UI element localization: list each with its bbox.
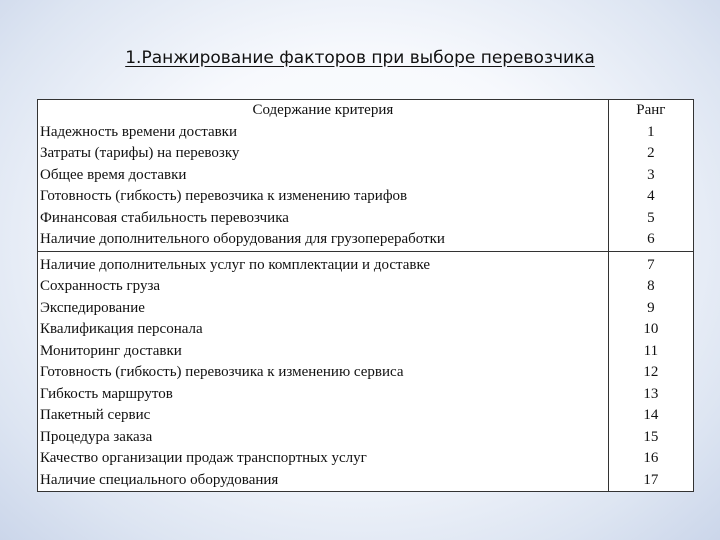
table-row (38, 229, 694, 251)
rank-cell: 7 (608, 251, 693, 276)
criterion-cell: Наличие дополнительных услуг по комплектации и доставке (38, 251, 609, 276)
rank-header: Ранг (608, 100, 693, 122)
table-row (38, 384, 694, 406)
table-row (38, 186, 694, 208)
criterion-cell: Наличие дополнительного оборудования для грузопереработки (38, 229, 609, 251)
table-row (38, 341, 694, 363)
criterion-cell: Надежность времени доставки (38, 122, 609, 144)
table-row (38, 362, 694, 384)
table-row (38, 122, 694, 144)
criterion-cell: Наличие специального оборудования (38, 470, 609, 492)
rank-cell: 4 (608, 186, 693, 208)
criterion-cell: Затраты (тарифы) на перевозку (38, 143, 609, 165)
criterion-cell: Сохранность груза (38, 276, 609, 298)
rank-cell: 3 (608, 165, 693, 187)
table-row (38, 251, 694, 276)
table-row (38, 470, 694, 492)
rank-cell: 15 (608, 427, 693, 449)
rank-cell: 5 (608, 208, 693, 230)
rank-cell: 9 (608, 298, 693, 320)
rank-cell: 6 (608, 229, 693, 251)
table-header-row (38, 100, 694, 122)
table-row (38, 165, 694, 187)
criterion-cell: Финансовая стабильность перевозчика (38, 208, 609, 230)
criterion-cell: Экспедирование (38, 298, 609, 320)
criterion-cell: Готовность (гибкость) перевозчика к изменению тарифов (38, 186, 609, 208)
rank-cell: 12 (608, 362, 693, 384)
criterion-cell: Готовность (гибкость) перевозчика к изменению сервиса (38, 362, 609, 384)
rank-cell: 10 (608, 319, 693, 341)
rank-cell: 11 (608, 341, 693, 363)
table-row (38, 405, 694, 427)
criterion-cell: Общее время доставки (38, 165, 609, 187)
criterion-cell: Пакетный сервис (38, 405, 609, 427)
criterion-cell: Мониторинг доставки (38, 341, 609, 363)
slide-title: 1.Ранжирование факторов при выборе перевозчика (125, 48, 595, 68)
ranking-table (37, 99, 694, 492)
table-row (38, 276, 694, 298)
criterion-cell: Гибкость маршрутов (38, 384, 609, 406)
criterion-cell: Процедура заказа (38, 427, 609, 449)
criterion-cell: Квалификация персонала (38, 319, 609, 341)
table-row (38, 427, 694, 449)
rank-cell: 2 (608, 143, 693, 165)
table-row (38, 143, 694, 165)
rank-cell: 14 (608, 405, 693, 427)
criterion-cell: Качество организации продаж транспортных услуг (38, 448, 609, 470)
rank-cell: 1 (608, 122, 693, 144)
criterion-header: Содержание критерия (38, 100, 609, 122)
rank-cell: 16 (608, 448, 693, 470)
table-row (38, 319, 694, 341)
rank-cell: 8 (608, 276, 693, 298)
rank-cell: 13 (608, 384, 693, 406)
table-row (38, 208, 694, 230)
table-row (38, 298, 694, 320)
table-row (38, 448, 694, 470)
rank-cell: 17 (608, 470, 693, 492)
